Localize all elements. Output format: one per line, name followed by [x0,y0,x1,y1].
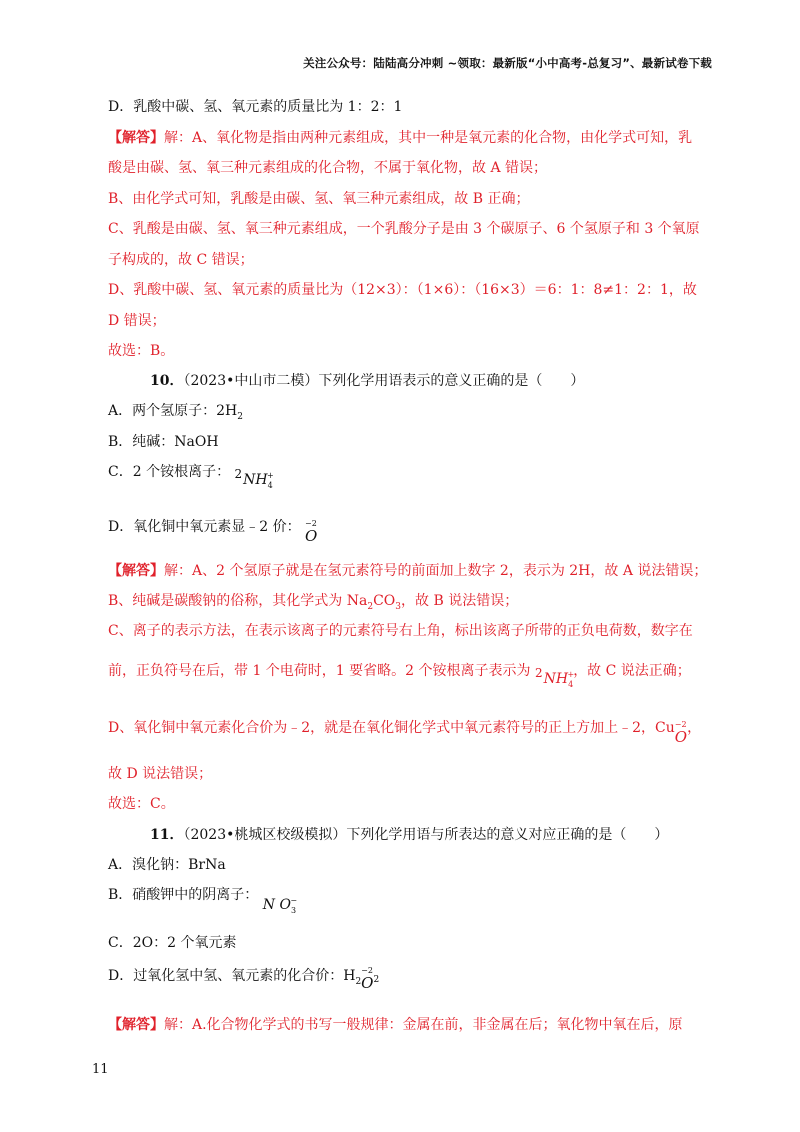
oxygen-valence-formula [674,720,688,746]
element-symbol: O [305,527,318,545]
subscript: 3 [395,601,402,612]
q10-answer-line-2 [108,592,718,610]
question-number: 11． [150,827,184,843]
answer-text: D、氧化铜中氧元素化合价为﹣2，就是在氧化铜化学式中氧元素符号的正上方加上﹣2，Cu [108,720,675,736]
answer-text: 解：A.化合物化学式的书写一般规律：金属在前，非金属在后；氧化物中氧在后，原 [164,1017,683,1033]
subscript: 2 [355,976,362,987]
peroxide-valence-formula [361,966,374,992]
question-number: 10． [150,373,184,389]
q9-answer-line-3: B、由化学式可知，乳酸是由碳、氢、氧三种元素组成，故 B 正确； [108,191,530,207]
q10-answer-line-6: 故 D 说法错误； [108,766,213,782]
answer-text: 解：A、2 个氢原子就是在氢元素符号的前面加上数字 2，表示为 2H，故 A 说法错误； [164,563,708,579]
element-symbol: O [674,728,688,746]
subscript: 2 [237,411,243,422]
q10-answer-line-3: C、离子的表示方法，在表示该离子的元素符号右上角，标出该离子所带的正负电荷数，数字在 [108,623,693,639]
q10-answer-line-1 [108,562,718,580]
ion-charge: − [290,896,298,905]
answer-text: B、纯碱是碳酸钠的俗称，其化学式为 Na [108,593,368,609]
q10-option-a [108,402,718,420]
question-text: （2023•中山市二模）下列化学用语表示的意义正确的是（ ） [183,373,585,389]
q11-option-c: C．2O：2 个氧元素 [108,935,237,951]
valence-mark: −2 [361,966,373,975]
answer-text: ，故 B 说法错误； [401,593,519,609]
ion-coefficient: 2 [234,467,243,481]
subscript: 2 [367,601,374,612]
ion-charge: + [567,670,575,679]
q11-stem [150,826,760,844]
element-symbol: O [361,974,374,992]
valence-mark: −2 [674,720,687,729]
answer-text: CO [373,593,396,609]
q10-option-b: B．纯碱：NaOH [108,434,219,450]
ion-subscript: 3 [290,906,297,915]
answer-tag: 【解答】 [108,130,164,146]
answer-tag: 【解答】 [108,563,164,579]
q11-option-a: A．溴化钠：BrNa [108,857,226,873]
answer-tag: 【解答】 [108,1017,164,1033]
question-text: （2023•桃城区校级模拟）下列化学用语与所表达的意义对应正确的是（ ） [183,827,669,843]
option-text: D．过氧化氢中氢、氧元素的化合价：H [108,968,356,984]
option-text: C．2 个铵根离子： [108,464,231,480]
answer-text: 解：A、氧化物是指由两种元素组成，其中一种是氧元素的化合物，由化学式可知，乳 [164,130,693,146]
q9-answer-line-4: C、乳酸是由碳、氢、氧三种元素组成，一个乳酸分子是由 3 个碳原子、6 个氢原子和 3 个氧原 [108,221,700,237]
q9-answer-line-2: 酸是由碳、氢、氧三种元素组成的化合物，不属于氧化物，故 A 错误； [108,160,548,176]
ion-symbol: NH [243,472,268,488]
page-header: 关注公众号：陆陆高分冲刺 ~领取：最新版“小中高考-总复习”、最新试卷下载 [303,56,712,70]
ion-subscript: 4 [568,680,574,689]
option-text: D．氧化铜中氧元素显﹣2 价： [108,519,301,535]
q11-answer-line-1 [108,1016,718,1034]
subscript: 2 [373,974,380,985]
answer-text: ，故 C 说法正确； [573,663,691,679]
oxygen-valence-formula [305,519,318,545]
answer-text: ， [687,720,702,736]
q9-answer-line-5: 子构成的，故 C 错误； [108,252,254,268]
ion-subscript: 4 [267,481,273,490]
ion-coefficient: 2 [534,666,543,680]
q10-answer-line-5 [108,718,718,746]
option-text: B．硝酸钾中的阴离子： [108,887,259,903]
ion-symbol: N O [262,897,291,913]
q9-answer-line-7: D 错误； [108,313,166,329]
q9-answer-choice: 故选：B。 [108,343,175,359]
q9-answer-line-1 [108,129,718,147]
q10-answer-choice: 故选：C。 [108,796,175,812]
option-text: A．两个氢原子：2H [108,403,238,419]
q10-option-c [108,463,718,490]
q10-answer-line-4 [108,662,718,689]
q10-option-d [108,517,718,545]
q11-option-b [108,886,718,915]
q10-stem [150,372,760,390]
nitrate-ion-formula [263,896,296,916]
ammonium-ion-formula [234,467,274,491]
q9-answer-line-6: D、乳酸中碳、氢、氧元素的质量比为（12×3）：（1×6）：（16×3）＝6：1：8≠1：2：1，故 [108,282,697,298]
answer-text: 前，正负符号在后，带 1 个电荷时，1 要省略。2 个铵根离子表示为 [108,663,531,679]
ion-charge: + [267,471,274,480]
q9-option-d: D．乳酸中碳、氢、氧元素的质量比为 1：2：1 [108,99,403,115]
q11-option-d [108,966,718,992]
ion-symbol: NH [543,671,569,687]
page-number: 11 [92,1062,109,1077]
valence-mark: −2 [305,519,317,528]
ammonium-ion-formula [534,666,575,690]
